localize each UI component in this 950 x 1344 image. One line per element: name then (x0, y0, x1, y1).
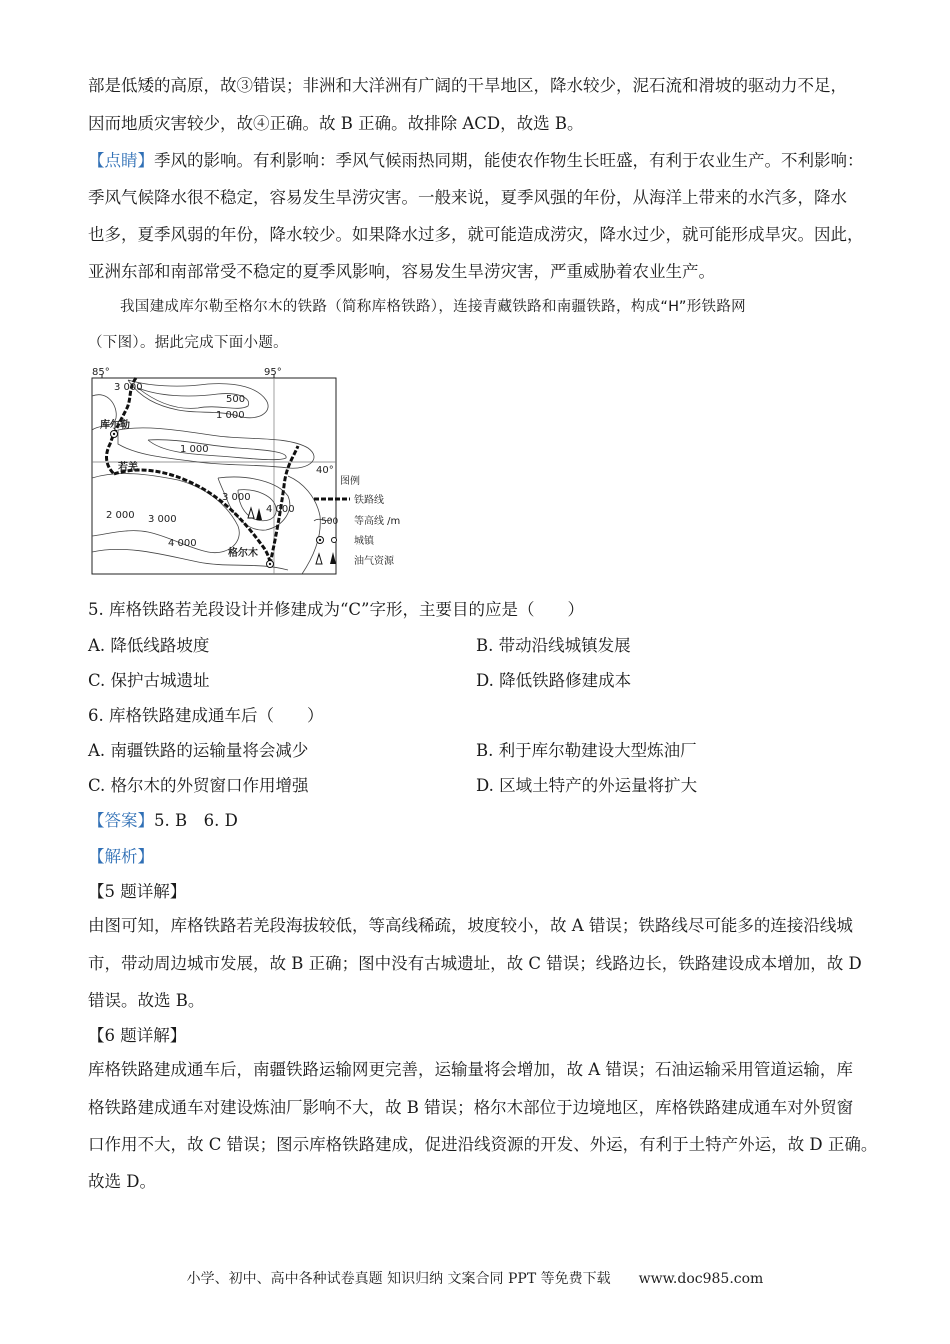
lon-label: 85° (92, 367, 110, 378)
railway-map-figure (88, 366, 418, 578)
dianjing-paragraph (88, 149, 878, 173)
legend-item: 城镇 (354, 536, 374, 547)
contour-label: 4 000 (266, 504, 295, 515)
contour-label: 500 (226, 394, 246, 405)
intro-line: 我国建成库尔勒至格尔木的铁路（简称库格铁路），连接青藏铁路和南疆铁路，构成“H”形铁路网 (120, 299, 746, 315)
legend-town-symbol-small (332, 538, 337, 543)
paragraph-text: 季风的影响。有利影响：季风气候雨热同期，能使农作物生长旺盛，有利于农业生产。不利影响： (154, 151, 864, 170)
contour-label: 1 000 (216, 410, 245, 421)
contour-label: 1 000 (180, 444, 209, 455)
q5-option-c: C. 保护古城遗址 (88, 671, 210, 690)
legend-contour-value: 500 (321, 517, 339, 527)
q6-detail-title: 【6 题详解】 (88, 1026, 187, 1045)
paragraph-line: 亚洲东部和南部常受不稳定的夏季风影响，容易发生旱涝灾害，严重威胁着农业生产。 (88, 262, 715, 281)
q5-option-a: A. 降低线路坡度 (88, 636, 210, 655)
contour-label: 4 000 (168, 538, 197, 549)
paragraph-line: 市，带动周边城市发展，故 B 正确；图中没有古城遗址，故 C 错误；线路边长，铁路建设成本增加，故 D (88, 954, 862, 973)
q5-detail-title: 【5 题详解】 (88, 882, 187, 901)
question-5-stem: 5. 库格铁路若羌段设计并修建成为“C”字形，主要目的应是（ ） (88, 600, 584, 619)
contour-label: 3 000 (222, 492, 251, 503)
town-label: 库尔勒 (100, 420, 130, 431)
answer-line (88, 809, 878, 833)
paragraph-line: 格铁路建成通车对建设炼油厂影响不大，故 B 错误；格尔木部位于边境地区，库格铁路建成通车对外贸窗 (88, 1098, 854, 1117)
town-label: 若羌 (118, 462, 138, 473)
railway-map (88, 366, 418, 578)
paragraph-line: 由图可知，库格铁路若羌段海拔较低，等高线稀疏，坡度较小，故 A 错误；铁路线尽可能多的连接沿线城 (88, 916, 853, 935)
paragraph-line: 口作用不大，故 C 错误；图示库格铁路建成，促进沿线资源的开发、外运，有利于土特产外运，故 D 正确。 (88, 1135, 878, 1154)
contour-label: 3 000 (148, 514, 177, 525)
page-footer: 小学、初中、高中各种试卷真题 知识归纳 文案合同 PPT 等免费下载 www.doc985.com (186, 1271, 764, 1287)
legend-item: 铁路线 (354, 495, 384, 506)
q6-option-d: D. 区域土特产的外运量将扩大 (476, 776, 698, 795)
q6-option-a: A. 南疆铁路的运输量将会减少 (88, 741, 309, 760)
dianjing-tag: 【点睛】 (88, 151, 154, 170)
paragraph-line: 故选 D。 (88, 1172, 156, 1191)
q5-option-d: D. 降低铁路修建成本 (476, 671, 632, 690)
intro-line: （下图）。据此完成下面小题。 (88, 335, 288, 351)
paragraph-line: 因而地质灾害较少，故④正确。故 B 正确。故排除 ACD，故选 B。 (88, 114, 584, 133)
paragraph-line: 季风气候降水很不稳定，容易发生旱涝灾害。一般来说，夏季风强的年份，从海洋上带来的水汽多，降水 (88, 188, 847, 207)
paragraph-line: 也多，夏季风弱的年份，降水较少。如果降水过多，就可能造成涝灾，降水过少，就可能形成旱灾。因此， (88, 225, 864, 244)
town-marker-dot (113, 433, 115, 435)
legend-town-symbol-dot (319, 539, 321, 541)
paragraph-line: 错误。故选 B。 (88, 991, 205, 1010)
legend-item: 等高线 /m (354, 516, 401, 527)
q6-option-b: B. 利于库尔勒建设大型炼油厂 (476, 741, 697, 760)
legend-title: 图例 (340, 476, 360, 487)
town-marker-dot (269, 563, 271, 565)
q5-option-b: B. 带动沿线城镇发展 (476, 636, 631, 655)
paragraph-line: 部是低矮的高原，故③错误；非洲和大洋洲有广阔的干旱地区，降水较少，泥石流和滑坡的驱动力不足， (88, 76, 847, 95)
answer-text: 5. B 6. D (154, 811, 238, 830)
contour-label: 3 000 (114, 382, 143, 393)
town-label: 格尔木 (228, 548, 258, 559)
paragraph-line: 库格铁路建成通车后，南疆铁路运输网更完善，运输量将会增加，故 A 错误；石油运输采用管道运输，库 (88, 1060, 853, 1079)
answer-tag: 【答案】 (88, 811, 154, 830)
analysis-tag: 【解析】 (88, 847, 154, 866)
legend-item: 油气资源 (354, 556, 394, 567)
q6-option-c: C. 格尔木的外贸窗口作用增强 (88, 776, 309, 795)
contour-label: 2 000 (106, 510, 135, 521)
lon-label: 95° (264, 367, 282, 378)
lat-label: 40° (316, 465, 334, 476)
question-6-stem: 6. 库格铁路建成通车后（ ） (88, 706, 324, 725)
